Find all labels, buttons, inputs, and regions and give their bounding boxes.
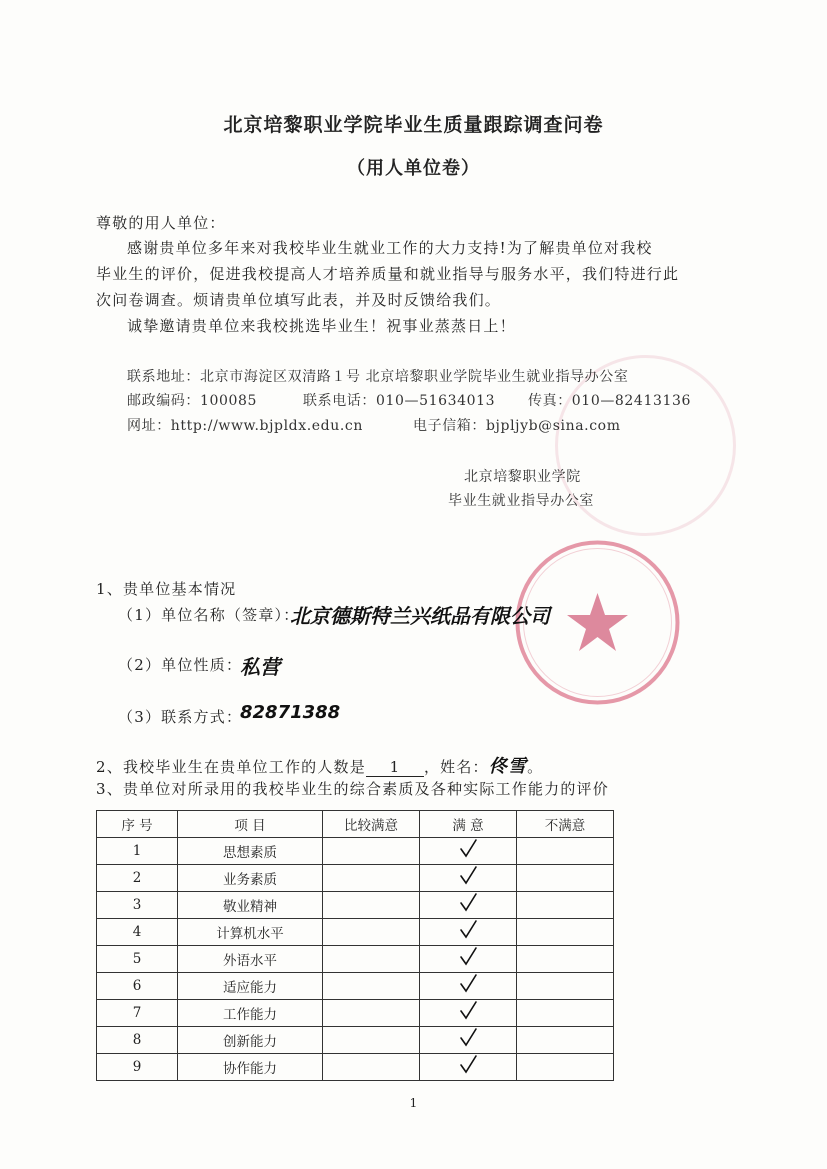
row-number: 3 <box>97 892 178 919</box>
table-body <box>97 838 614 1081</box>
intro-line-1: 感谢贵单位多年来对我校毕业生就业工作的大力支持!为了解贵单位对我校 <box>127 239 653 257</box>
row-number: 6 <box>97 973 178 1000</box>
row-number: 7 <box>97 1000 178 1027</box>
checkmark-icon <box>457 946 479 968</box>
table-header-row <box>97 811 614 838</box>
cell-unsatisfied <box>517 838 614 865</box>
cell-satisfied <box>420 973 517 1000</box>
intro-line-4: 诚挚邀请贵单位来我校挑选毕业生！祝事业蒸蒸日上！ <box>127 317 516 335</box>
row-item: 计算机水平 <box>178 919 323 946</box>
page-number: 1 <box>409 1096 418 1110</box>
unit-contact-value: 82871388 <box>240 702 341 723</box>
table-row <box>97 919 614 946</box>
header-unsatisfied: 不满意 <box>517 811 614 838</box>
row-item: 业务素质 <box>178 865 323 892</box>
cell-satisfied <box>420 838 517 865</box>
row-item: 创新能力 <box>178 1027 323 1054</box>
row-number: 8 <box>97 1027 178 1054</box>
evaluation-table <box>96 810 614 1081</box>
salutation: 尊敬的用人单位： <box>96 214 226 232</box>
contact-fax: 传真：010—82413136 <box>528 393 691 409</box>
row-number: 2 <box>97 865 178 892</box>
row-item: 外语水平 <box>178 946 323 973</box>
cell-fairly-satisfied <box>323 865 420 892</box>
header-no: 序 号 <box>97 811 178 838</box>
header-fairly-satisfied: 比较满意 <box>323 811 420 838</box>
intro-line-3: 次问卷调查。烦请贵单位填写此表，并及时反馈给我们。 <box>96 291 502 309</box>
cell-unsatisfied <box>517 946 614 973</box>
unit-contact-label: （3）联系方式： <box>118 708 243 726</box>
row-item: 适应能力 <box>178 973 323 1000</box>
cell-unsatisfied <box>517 865 614 892</box>
row-item: 工作能力 <box>178 1000 323 1027</box>
page-subtitle: （用人单位卷） <box>347 158 480 179</box>
unit-nature-label: （2）单位性质： <box>118 656 243 674</box>
cell-fairly-satisfied <box>323 919 420 946</box>
cell-fairly-satisfied <box>323 973 420 1000</box>
table-row <box>97 838 614 865</box>
cell-satisfied <box>420 946 517 973</box>
table-row <box>97 1000 614 1027</box>
table-row <box>97 1054 614 1081</box>
cell-unsatisfied <box>517 1027 614 1054</box>
contact-website: 网址：http://www.bjpldx.edu.cn <box>127 418 363 434</box>
cell-fairly-satisfied <box>323 838 420 865</box>
cell-fairly-satisfied <box>323 892 420 919</box>
header-satisfied: 满 意 <box>420 811 517 838</box>
checkmark-icon <box>457 892 479 914</box>
section2-line <box>96 752 543 778</box>
table-row <box>97 946 614 973</box>
cell-unsatisfied <box>517 919 614 946</box>
row-number: 4 <box>97 919 178 946</box>
cell-satisfied <box>420 865 517 892</box>
unit-name-label: （1）单位名称（签章）： <box>118 606 300 624</box>
cell-satisfied <box>420 892 517 919</box>
cell-satisfied <box>420 919 517 946</box>
checkmark-icon <box>457 1027 479 1049</box>
row-number: 9 <box>97 1054 178 1081</box>
graduate-name-label: ，姓名： <box>423 758 489 776</box>
section2-end: 。 <box>527 758 544 776</box>
unit-nature-value: 私营 <box>240 655 280 679</box>
table-row <box>97 973 614 1000</box>
table-row <box>97 865 614 892</box>
cell-unsatisfied <box>517 1000 614 1027</box>
page-title: 北京培黎职业学院毕业生质量跟踪调查问卷 <box>223 114 604 136</box>
row-number: 5 <box>97 946 178 973</box>
checkmark-icon <box>457 838 479 860</box>
cell-fairly-satisfied <box>323 1054 420 1081</box>
row-item: 敬业精神 <box>178 892 323 919</box>
section2-text: 2、我校毕业生在贵单位工作的人数是 <box>96 758 366 776</box>
intro-line-2: 毕业生的评价，促进我校提高人才培养质量和就业指导与服务水平，我们特进行此 <box>96 265 680 283</box>
checkmark-icon <box>457 973 479 995</box>
cell-unsatisfied <box>517 1054 614 1081</box>
cell-unsatisfied <box>517 973 614 1000</box>
checkmark-icon <box>457 919 479 941</box>
signature-office: 毕业生就业指导办公室 <box>448 493 594 509</box>
cell-satisfied <box>420 1000 517 1027</box>
section3-heading: 3、贵单位对所录用的我校毕业生的综合素质及各种实际工作能力的评价 <box>96 780 609 798</box>
cell-fairly-satisfied <box>323 1027 420 1054</box>
table-row <box>97 1027 614 1054</box>
table-row <box>97 892 614 919</box>
signature-org: 北京培黎职业学院 <box>464 469 581 485</box>
unit-name-value: 北京德斯特兰兴纸品有限公司 <box>290 604 550 628</box>
graduate-count: 1 <box>366 758 424 777</box>
graduate-name-value: 佟雪 <box>488 756 528 777</box>
cell-satisfied <box>420 1054 517 1081</box>
cell-fairly-satisfied <box>323 1000 420 1027</box>
cell-unsatisfied <box>517 892 614 919</box>
row-item: 协作能力 <box>178 1054 323 1081</box>
contact-email: 电子信箱：bjpljyb@sina.com <box>413 418 621 434</box>
header-item: 项 目 <box>178 811 323 838</box>
contact-address: 联系地址：北京市海淀区双清路１号 北京培黎职业学院毕业生就业指导办公室 <box>127 369 629 385</box>
section1-heading: 1、贵单位基本情况 <box>96 580 237 598</box>
checkmark-icon <box>457 865 479 887</box>
checkmark-icon <box>457 1054 479 1076</box>
checkmark-icon <box>457 1000 479 1022</box>
contact-phone: 联系电话：010—51634013 <box>303 393 496 409</box>
cell-fairly-satisfied <box>323 946 420 973</box>
row-item: 思想素质 <box>178 838 323 865</box>
row-number: 1 <box>97 838 178 865</box>
cell-satisfied <box>420 1027 517 1054</box>
contact-postcode: 邮政编码：100085 <box>127 393 258 409</box>
